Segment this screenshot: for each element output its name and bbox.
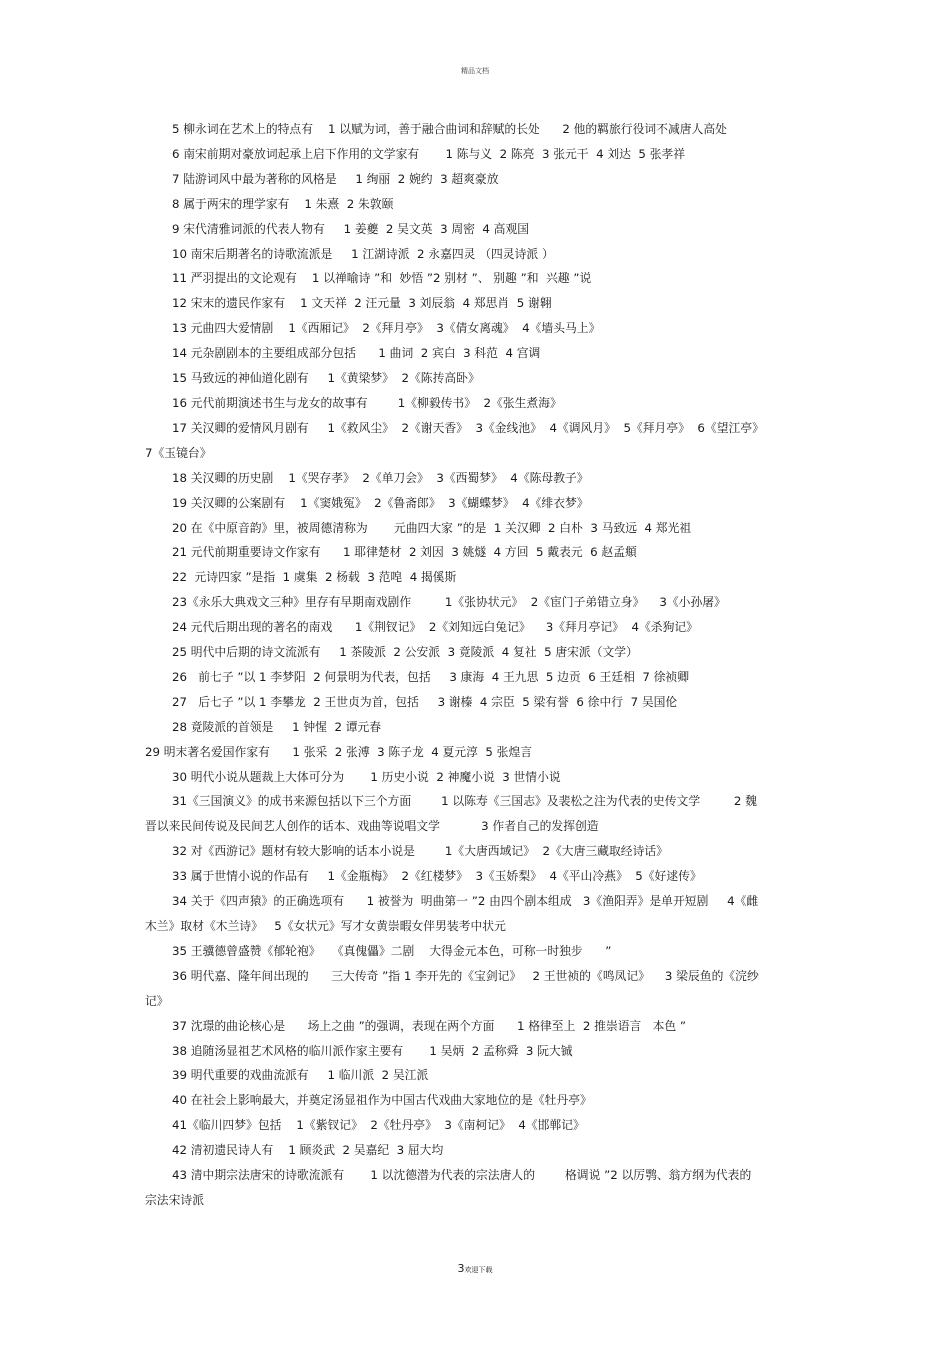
text-line: 15 马致远的神仙道化剧有 1《黄梁梦》 2《陈抟高卧》 — [172, 371, 480, 386]
text-line: 32 对《西游记》题材有较大影响的话本小说是 1《大唐西域记》 2《大唐三藏取经诗话》 — [172, 844, 668, 859]
text-line: 18 关汉卿的历史剧 1《哭存孝》 2《单刀会》 3《西蜀梦》 4《陈母教子》 — [172, 470, 589, 485]
text-line: 22 元诗四家 ”是指 1 虞集 2 杨载 3 范唣 4 揭傒斯 — [172, 570, 457, 585]
text-line: 12 宋末的遗民作家有 1 文天祥 2 汪元量 3 刘辰翁 4 郑思肖 5 谢翱 — [172, 296, 552, 311]
text-line: 11 严羽提出的文论观有 1 以禅喻诗 ”和 妙悟 ”2 别材 ”、 别趣 ”和 兴趣 ”说 — [172, 271, 592, 286]
text-line: 宗法宋诗派 — [145, 1192, 204, 1207]
text-line: 21 元代前期重要诗文作家有 1 耶律楚材 2 刘因 3 姚燧 4 方回 5 戴表元 6 赵孟頫 — [172, 545, 637, 560]
text-line: 20 在《中原音韵》里，被周德清称为 元曲四大家 ”的是 1 关汉卿 2 白朴 3 马致远 4 郑光祖 — [172, 520, 692, 535]
text-line: 25 明代中后期的诗文流派有 1 茶陵派 2 公安派 3 竟陵派 4 复社 5 唐宋派（文学） — [172, 645, 638, 660]
footer-note: 欢迎下载 — [464, 1266, 493, 1274]
text-line: 31《三国演义》的成书来源包括以下三个方面 1 以陈寿《三国志》及裴松之注为代表的史传文学 2 魏 — [172, 794, 757, 809]
text-line: 10 南宋后期著名的诗歌流派是 1 江湖诗派 2 永嘉四灵 （四灵诗派 ） — [172, 246, 554, 261]
text-line: 29 明末著名爱国作家有 1 张采 2 张溥 3 陈子龙 4 夏元淳 5 张煌言 — [145, 744, 533, 759]
text-line: 9 宋代清雅词派的代表人物有 1 姜夔 2 吴文英 3 周密 4 高观国 — [172, 221, 530, 236]
text-line: 39 明代重要的戏曲流派有 1 临川派 2 吴江派 — [172, 1068, 429, 1083]
text-line: 7 陆游词风中最为著称的风格是 1 绚丽 2 婉约 3 超爽豪放 — [172, 171, 499, 186]
text-line: 14 元杂剧剧本的主要组成部分包括 1 曲词 2 宾白 3 科范 4 宫调 — [172, 346, 541, 361]
text-line: 41《临川四梦》包括 1《紫钗记》 2《牡丹亭》 3《南柯记》 4《邯郸记》 — [172, 1118, 585, 1133]
text-line: 13 元曲四大爱情剧 1《西厢记》 2《拜月亭》 3《倩女离魂》 4《墙头马上》 — [172, 321, 601, 336]
page-number: 3 — [457, 1262, 465, 1275]
text-line: 36 明代嘉、隆年间出现的 三大传奇 ”指 1 李开先的《宝剑记》 2 王世祯的《鸣凤记》 3 梁辰鱼的《浣纱 — [172, 968, 759, 983]
text-line: 42 清初遗民诗人有 1 顾炎武 2 吴嘉纪 3 屈大均 — [172, 1143, 444, 1158]
text-line: 27 后七子 ”以 1 李攀龙 2 王世贞为首，包括 3 谢榛 4 宗臣 5 梁有誉 6 徐中行 7 吴国伦 — [172, 694, 678, 709]
text-line: 7《玉镜台》 — [145, 445, 212, 460]
text-line: 23《永乐大典戏文三种》里存有早期南戏剧作 1《张协状元》 2《宦门子弟错立身》 3《小孙屠》 — [172, 595, 726, 610]
text-line: 34 关于《四声猿》的正确选项有 1 被誉为 明曲第一 ”2 由四个剧本组成 3《渔阳弄》是单开短剧 4《雌 — [172, 894, 759, 909]
text-line: 43 清中期宗法唐宋的诗歌流派有 1 以沈德潜为代表的宗法唐人的 格调说 ”2 以厉鹗、翁方纲为代表的 — [172, 1168, 752, 1183]
text-line: 38 追随汤显祖艺术风格的临川派作家主要有 1 吴炳 2 孟称舜 3 阮大铖 — [172, 1043, 573, 1058]
text-line: 5 柳永词在艺术上的特点有 1 以赋为词，善于融合曲词和辞赋的长处 2 他的羁旅行役词不减唐人高处 — [172, 122, 727, 136]
text-line: 17 关汉卿的爱情风月剧有 1《救风尘》 2《谢天香》 3《金线池》 4《调风月》 5《拜月亭》 6《望江亭》 — [172, 420, 764, 435]
text-line: 6 南宋前期对豪放词起承上启下作用的文学家有 1 陈与义 2 陈亮 3 张元干 4 刘达 5 张孝祥 — [172, 146, 686, 161]
text-line: 26 前七子 ”以 1 李梦阳 2 何景明为代表，包括 3 康海 4 王九思 5 边贡 6 王廷相 7 徐祯卿 — [172, 669, 690, 684]
text-line: 19 关汉卿的公案剧有 1《窦娥冤》 2《鲁斋郎》 3《蝴蝶梦》 4《绯衣梦》 — [172, 495, 589, 510]
text-line: 晋以来民间传说及民间艺人创作的话本、戏曲等说唱文学 3 作者自己的发挥创造 — [145, 819, 599, 834]
text-line: 16 元代前期演述书生与龙女的故事有 1《柳毅传书》 2《张生煮海》 — [172, 395, 562, 410]
text-line: 24 元代后期出现的著名的南戏 1《荆钗记》 2《刘知远白兔记》 3《拜月亭记》 4《杀狗记》 — [172, 620, 698, 635]
text-line: 33 属于世情小说的作品有 1《金瓶梅》 2《红楼梦》 3《玉娇梨》 4《平山冷燕》 5《好逑传》 — [172, 869, 702, 884]
text-line: 记》 — [145, 993, 169, 1008]
text-line: 8 属于两宋的理学家有 1 朱熹 2 朱敦颐 — [172, 196, 394, 211]
text-line: 37 沈璟的曲论核心是 场上之曲 ”的强调，表现在两个方面 1 格律至上 2 推崇语言 本色 ” — [172, 1018, 687, 1033]
page-header: 精品文档 — [461, 67, 489, 75]
page-footer — [0, 1262, 950, 1275]
text-line: 40 在社会上影响最大，并奠定汤显祖作为中国古代戏曲大家地位的是《牡丹亭》 — [172, 1093, 592, 1108]
document-body — [145, 117, 810, 1213]
text-line: 木兰》取材《木兰诗》 5《女状元》写才女黄崇暇女伴男装考中状元 — [145, 919, 506, 933]
text-line: 28 竟陵派的首领是 1 钟惺 2 谭元春 — [172, 719, 382, 734]
text-line: 35 王骥德曾盛赞《郁轮袍》 《真傀儡》二剧 大得金元本色，可称一时独步 ” — [172, 943, 612, 958]
text-line: 30 明代小说从题裁上大体可分为 1 历史小说 2 神魔小说 3 世情小说 — [172, 769, 561, 784]
